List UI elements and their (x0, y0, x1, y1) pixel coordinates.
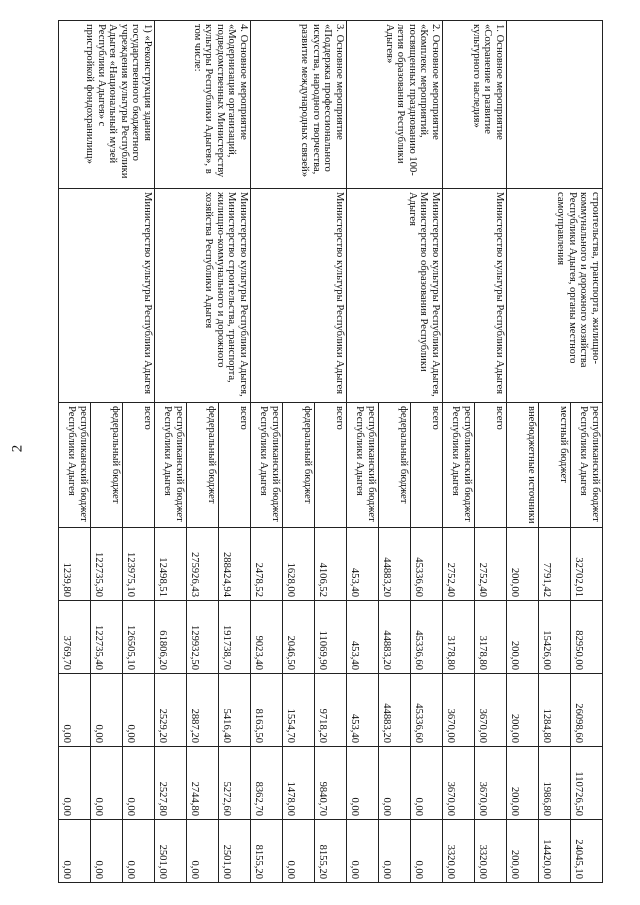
amount-cell: 2529,20 (155, 674, 187, 747)
amount-cell: 122735,40 (91, 601, 123, 674)
amount-cell: 12498,51 (155, 528, 187, 601)
amount-cell: 200,00 (507, 820, 539, 883)
amount-cell: 0,00 (59, 674, 91, 747)
amount-cell: 9718,20 (315, 674, 347, 747)
amount-cell: 0,00 (123, 674, 155, 747)
amount-cell: 200,00 (507, 528, 539, 601)
amount-cell: 110726,50 (571, 747, 603, 820)
amount-cell: 122735,30 (91, 528, 123, 601)
amount-cell: 2046,50 (283, 601, 315, 674)
amount-cell: 1554,70 (283, 674, 315, 747)
amount-cell: 45336,60 (411, 528, 443, 601)
amount-cell: 11069,90 (315, 601, 347, 674)
executor-cell: Министерство культуры Республики Адыгея (251, 189, 347, 403)
amount-cell: 44883,20 (379, 601, 411, 674)
amount-cell: 8155,20 (251, 820, 283, 883)
funding-source-cell: федеральный бюджет (283, 403, 315, 528)
amount-cell: 0,00 (91, 674, 123, 747)
funding-source-cell: республиканский бюджет Республики Адыгея (155, 403, 187, 528)
funding-source-cell: республиканский бюджет Республики Адыгея (571, 403, 603, 528)
table-row (315, 21, 347, 883)
amount-cell: 0,00 (347, 820, 379, 883)
amount-cell: 2501,00 (219, 820, 251, 883)
amount-cell: 2887,20 (187, 674, 219, 747)
amount-cell: 3178,80 (443, 601, 475, 674)
amount-cell: 3769,70 (59, 601, 91, 674)
funding-source-cell: федеральный бюджет (379, 403, 411, 528)
amount-cell: 129932,50 (187, 601, 219, 674)
event-cell: 2. Основное мероприятие «Комплекс мероприятий, посвященных празднованию 100-летия образования Республики Адыгея» (347, 21, 443, 189)
amount-cell: 1239,80 (59, 528, 91, 601)
funding-source-cell: местный бюджет (539, 403, 571, 528)
amount-cell: 1284,80 (539, 674, 571, 747)
amount-cell: 7791,42 (539, 528, 571, 601)
amount-cell: 9023,40 (251, 601, 283, 674)
amount-cell: 200,00 (507, 674, 539, 747)
amount-cell: 14420,00 (539, 820, 571, 883)
executor-cell: Министерство культуры Республики Адыгея (443, 189, 507, 403)
amount-cell: 0,00 (187, 820, 219, 883)
amount-cell: 82950,00 (571, 601, 603, 674)
executor-cell: Министерство культуры Республики Адыгея (59, 189, 155, 403)
funding-source-cell: республиканский бюджет Республики Адыгея (251, 403, 283, 528)
event-cell: 1. Основное мероприятие «Сохранение и развитие культурного наследия» (443, 21, 507, 189)
event-cell: 3. Основное мероприятие «Поддержка профессионального искусства, народного творчества, развитие международных связей» (251, 21, 347, 189)
amount-cell: 3670,00 (443, 747, 475, 820)
amount-cell: 15426,00 (539, 601, 571, 674)
amount-cell: 3670,00 (475, 747, 507, 820)
funding-source-cell: республиканский бюджет Республики Адыгея (347, 403, 379, 528)
amount-cell: 453,40 (347, 528, 379, 601)
amount-cell: 123975,10 (123, 528, 155, 601)
amount-cell: 453,40 (347, 674, 379, 747)
amount-cell: 1628,00 (283, 528, 315, 601)
amount-cell: 3670,00 (475, 674, 507, 747)
amount-cell: 8163,50 (251, 674, 283, 747)
amount-cell: 2752,40 (475, 528, 507, 601)
amount-cell: 2478,52 (251, 528, 283, 601)
amount-cell: 0,00 (411, 820, 443, 883)
amount-cell: 2527,80 (155, 747, 187, 820)
amount-cell: 45336,60 (411, 674, 443, 747)
amount-cell: 0,00 (123, 747, 155, 820)
amount-cell: 0,00 (379, 747, 411, 820)
table-row (571, 21, 603, 883)
amount-cell: 0,00 (347, 747, 379, 820)
funding-source-cell: всего (475, 403, 507, 528)
table-row (411, 21, 443, 883)
amount-cell: 191738,70 (219, 601, 251, 674)
amount-cell: 3320,00 (443, 820, 475, 883)
amount-cell: 2501,00 (155, 820, 187, 883)
amount-cell: 5272,60 (219, 747, 251, 820)
funding-source-cell: республиканский бюджет Республики Адыгея (59, 403, 91, 528)
amount-cell: 3320,00 (475, 820, 507, 883)
executor-cell: строительства, транспорта, жилищно-коммунального и дорожного хозяйства Республики Адыгея, органы местного самоуправления (507, 189, 603, 403)
amount-cell: 200,00 (507, 747, 539, 820)
funding-source-cell: федеральный бюджет (187, 403, 219, 528)
amount-cell: 8362,70 (251, 747, 283, 820)
table-row (475, 21, 507, 883)
funding-table (58, 20, 603, 883)
amount-cell: 0,00 (59, 820, 91, 883)
amount-cell: 0,00 (411, 747, 443, 820)
amount-cell: 61806,20 (155, 601, 187, 674)
event-cell (507, 21, 603, 189)
amount-cell: 288424,94 (219, 528, 251, 601)
amount-cell: 2752,40 (443, 528, 475, 601)
funding-source-cell: всего (219, 403, 251, 528)
amount-cell: 0,00 (59, 747, 91, 820)
amount-cell: 1478,00 (283, 747, 315, 820)
amount-cell: 44883,20 (379, 528, 411, 601)
funding-source-cell: всего (411, 403, 443, 528)
amount-cell: 5416,40 (219, 674, 251, 747)
amount-cell: 44883,20 (379, 674, 411, 747)
amount-cell: 0,00 (123, 820, 155, 883)
funding-source-cell: всего (315, 403, 347, 528)
amount-cell: 453,40 (347, 601, 379, 674)
amount-cell: 4106,52 (315, 528, 347, 601)
executor-cell: Министерство культуры Республики Адыгея, Министерство строительства, транспорта, жилищно-коммунального и дорожного хозяйства Республики Адыгея (155, 189, 251, 403)
amount-cell: 1986,80 (539, 747, 571, 820)
amount-cell: 200,00 (507, 601, 539, 674)
funding-source-cell: внебюджетные источники (507, 403, 539, 528)
amount-cell: 126505,10 (123, 601, 155, 674)
amount-cell: 26098,60 (571, 674, 603, 747)
event-cell: 1) «Реконструкция здания государственного бюджетного учреждения культуры Республики Адыгея «Национальный музей Республики Адыгея» с пристройкой фондохранилищ» (59, 21, 155, 189)
amount-cell: 3178,80 (475, 601, 507, 674)
page-number: 2 (9, 444, 26, 453)
table-row (123, 21, 155, 883)
amount-cell: 24045,10 (571, 820, 603, 883)
amount-cell: 3670,00 (443, 674, 475, 747)
funding-source-cell: федеральный бюджет (91, 403, 123, 528)
amount-cell: 2744,80 (187, 747, 219, 820)
funding-source-cell: республиканский бюджет Республики Адыгея (443, 403, 475, 528)
amount-cell: 0,00 (283, 820, 315, 883)
executor-cell: Министерство культуры Республики Адыгея, Министерство образования Республики Адыгея (347, 189, 443, 403)
amount-cell: 32702,01 (571, 528, 603, 601)
table-row (219, 21, 251, 883)
amount-cell: 9840,70 (315, 747, 347, 820)
amount-cell: 0,00 (91, 747, 123, 820)
rotated-table-area (58, 20, 603, 882)
amount-cell: 8155,20 (315, 820, 347, 883)
amount-cell: 0,00 (379, 820, 411, 883)
funding-source-cell: всего (123, 403, 155, 528)
event-cell: 4. Основное мероприятие «Модернизация организаций, подведомственных Министерству культуры Республики Адыгея», в том числе: (155, 21, 251, 189)
amount-cell: 275926,43 (187, 528, 219, 601)
amount-cell: 0,00 (91, 820, 123, 883)
amount-cell: 45336,60 (411, 601, 443, 674)
